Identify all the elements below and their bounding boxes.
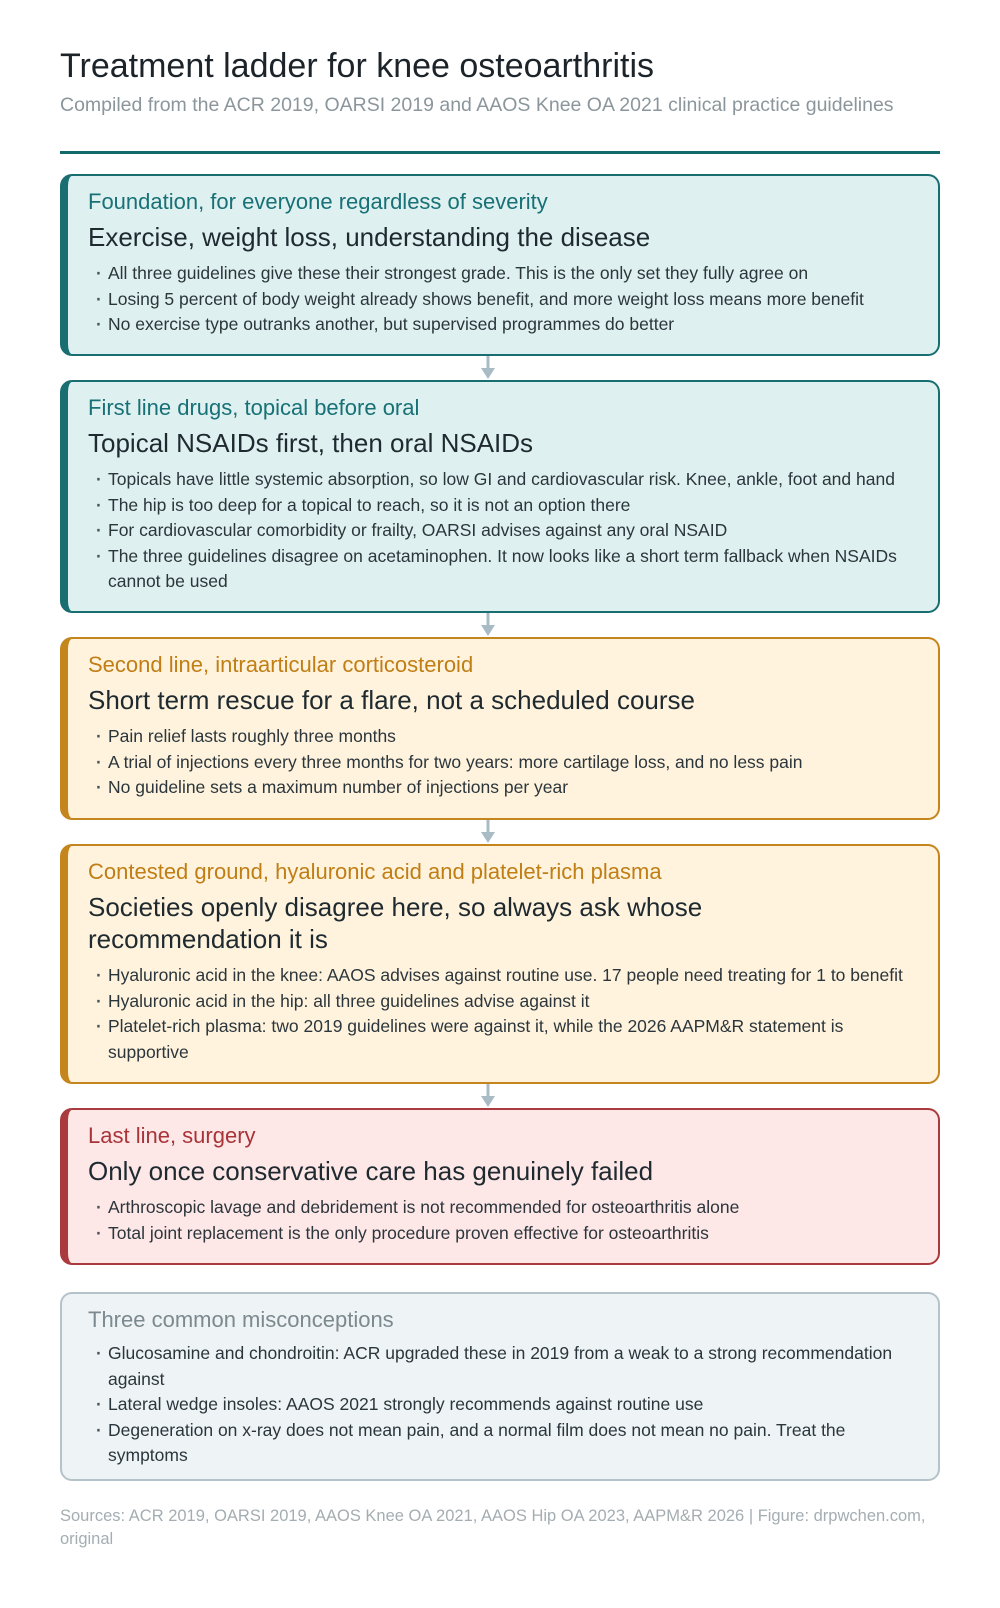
tier-heading: Only once conservative care has genuinely failed <box>88 1156 654 1186</box>
list-item: · Hyaluronic acid in the knee: AAOS advises against routine use. 17 people need treating for 1 to benefit <box>88 963 920 989</box>
misconceptions-points <box>88 1341 920 1469</box>
tier-heading: Exercise, weight loss, understanding the disease <box>88 222 651 252</box>
tier-surgery-card <box>60 1108 940 1265</box>
list-item: · For cardiovascular comorbidity or frailty, OARSI advises against any oral NSAID <box>88 518 920 544</box>
misconceptions-label: Three common misconceptions <box>88 1307 394 1332</box>
tier-points <box>88 963 920 1065</box>
list-item: · The hip is too deep for a topical to reach, so it is not an option there <box>88 493 920 519</box>
list-item: · No guideline sets a maximum number of injections per year <box>88 775 920 801</box>
list-item: · Arthroscopic lavage and debridement is not recommended for osteoarthritis alone <box>88 1195 920 1221</box>
list-item: · Losing 5 percent of body weight already shows benefit, and more weight loss means more benefit <box>88 287 920 313</box>
list-item: · Degeneration on x-ray does not mean pain, and a normal film does not mean no pain. Treat the symptoms <box>88 1418 920 1469</box>
page-title: Treatment ladder for knee osteoarthritis <box>60 47 655 85</box>
list-item: · Topicals have little systemic absorption, so low GI and cardiovascular risk. Knee, ankle, foot and hand <box>88 467 920 493</box>
tier-foundation-card <box>60 174 940 356</box>
tier-heading: Societies openly disagree here, so always ask whose recommendation it is <box>88 892 703 954</box>
sources-footer: Sources: ACR 2019, OARSI 2019, AAOS Knee OA 2021, AAOS Hip OA 2023, AAPM&R 2026 | Figure: drpwchen.com, original <box>60 1507 926 1548</box>
down-arrow-icon <box>480 356 496 380</box>
list-item: · All three guidelines give these their strongest grade. This is the only set they fully agree on <box>88 261 920 287</box>
misconceptions-card <box>60 1292 940 1481</box>
tier-heading: Short term rescue for a flare, not a scheduled course <box>88 685 695 715</box>
list-item: · Pain relief lasts roughly three months <box>88 724 920 750</box>
list-item: · The three guidelines disagree on acetaminophen. It now looks like a short term fallback when NSAIDs cannot be used <box>88 544 920 595</box>
list-item: · A trial of injections every three months for two years: more cartilage loss, and no less pain <box>88 750 920 776</box>
tier-contested-card <box>60 844 940 1084</box>
tier-points <box>88 1195 920 1246</box>
tier-first-line-card <box>60 380 940 613</box>
tier-second-line-card <box>60 637 940 820</box>
list-item: · Total joint replacement is the only procedure proven effective for osteoarthritis <box>88 1221 920 1247</box>
down-arrow-icon <box>480 613 496 637</box>
list-item: · Hyaluronic acid in the hip: all three guidelines advise against it <box>88 989 920 1015</box>
down-arrow-icon <box>480 1084 496 1108</box>
tier-label: Contested ground, hyaluronic acid and platelet-rich plasma <box>88 859 662 884</box>
list-item: · Glucosamine and chondroitin: ACR upgraded these in 2019 from a weak to a strong recommendation against <box>88 1341 920 1392</box>
down-arrow-icon <box>480 820 496 844</box>
page-subtitle: Compiled from the ACR 2019, OARSI 2019 and AAOS Knee OA 2021 clinical practice guidelines <box>60 94 894 116</box>
tier-label: First line drugs, topical before oral <box>88 395 420 420</box>
tier-heading: Topical NSAIDs first, then oral NSAIDs <box>88 428 534 458</box>
tier-label: Foundation, for everyone regardless of severity <box>88 189 548 214</box>
tier-label: Last line, surgery <box>88 1123 256 1148</box>
list-item: · Lateral wedge insoles: AAOS 2021 strongly recommends against routine use <box>88 1392 920 1418</box>
tier-label: Second line, intraarticular corticosteroid <box>88 652 474 677</box>
list-item: · Platelet-rich plasma: two 2019 guidelines were against it, while the 2026 AAPM&R statement is supportive <box>88 1014 853 1065</box>
tier-points <box>88 724 920 801</box>
header-divider <box>60 151 940 154</box>
tier-points <box>88 467 920 595</box>
tier-points <box>88 261 920 338</box>
list-item: · No exercise type outranks another, but supervised programmes do better <box>88 312 920 338</box>
header <box>60 40 940 118</box>
